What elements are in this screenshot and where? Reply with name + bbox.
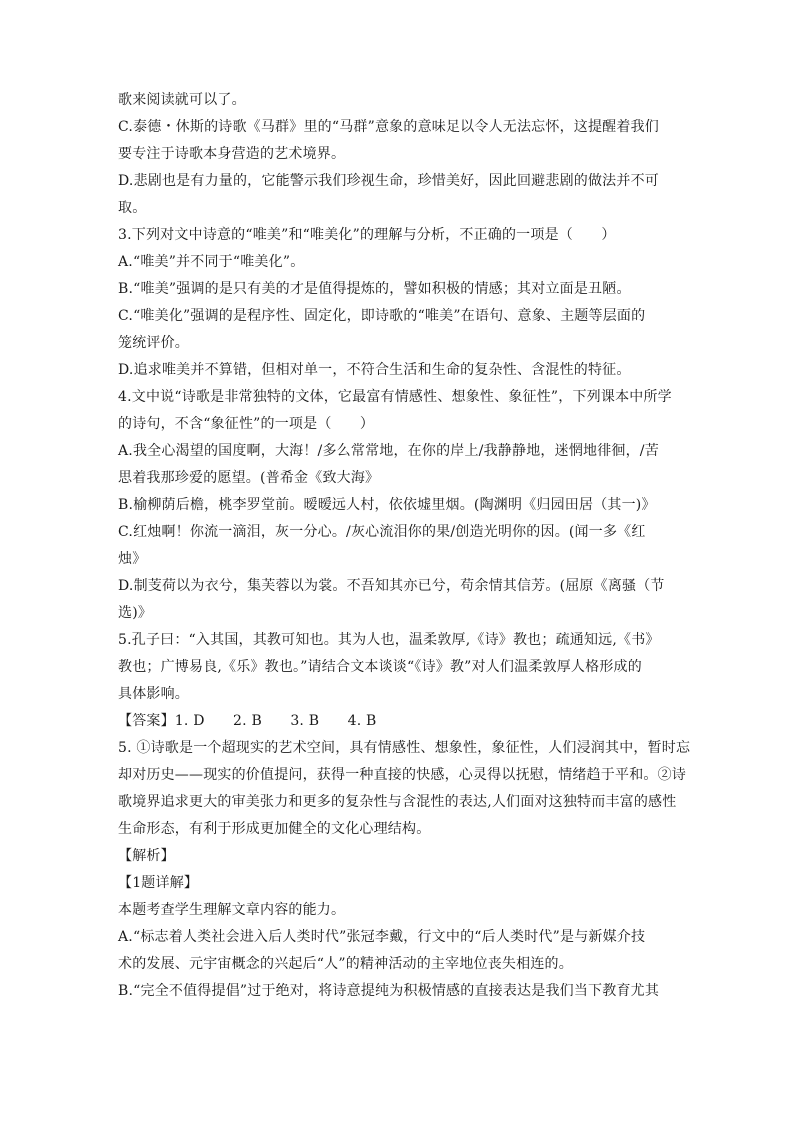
option-b: B.“唯美”强调的是只有美的才是值得提炼的，譬如积极的情感；其对立面是丑陋。 [118, 281, 631, 297]
document-page [118, 87, 691, 1005]
option-d: D.制芰荷以为衣兮，集芙蓉以为裳。不吾知其亦已兮，苟余情其信芳。(屈原《离骚（节 [118, 578, 665, 594]
answer-5: 5. ①诗歌是一个超现实的艺术空间，具有情感性、想象性，象征性，人们浸润其中，暂时忘 [118, 740, 691, 756]
option-c: C.红烛啊！你流一滴泪，灰一分心。/灰心流泪你的果/创造光明你的因。(闻一多《红 [118, 524, 646, 540]
question-1-detail-heading: 【1题详解】 [118, 875, 199, 891]
text-line: 要专注于诗歌本身营造的艺术境界。 [118, 146, 346, 162]
answer-key: 【答案】1. D 2. B 3. B 4. B [118, 713, 377, 729]
text-line: 的诗句，不含“象征性”的一项是（ ） [118, 416, 375, 432]
text-line: 歌境界追求更大的审美张力和更多的复杂性与含混性的表达,人们面对这独特而丰富的感性 [118, 794, 677, 810]
text-line: 术的发展、元宇宙概念的兴起后“人”的精神活动的主宰地位丧失相连的。 [118, 956, 573, 972]
text-line: 取。 [118, 200, 147, 216]
text-line: C.泰德・休斯的诗歌《马群》里的“马群”意象的意味足以令人无法忘怀，这提醒着我们 [118, 119, 659, 135]
option-d: D.追求唯美并不算错，但相对单一，不符合生活和生命的复杂性、含混性的特征。 [118, 362, 631, 378]
text-line: D.悲剧也是有力量的，它能警示我们珍视生命，珍惜美好，因此回避悲剧的做法并不可 [118, 173, 659, 189]
text-line: 生命形态，有利于形成更加健全的文化心理结构。 [118, 821, 431, 837]
text-line: 选)》 [118, 605, 153, 621]
option-a: A.我全心渴望的国度啊，大海！/多么常常地，在你的岸上/我静静地，迷惘地徘徊，/苦 [118, 443, 659, 459]
text-line: 思着我那珍爱的愿望。(普希金《致大海》 [118, 470, 380, 486]
text-line: 烛》 [118, 551, 147, 567]
question-3-stem: 3.下列对文中诗意的“唯美”和“唯美化”的理解与分析，不正确的一项是（ ） [118, 227, 616, 243]
option-b: B.榆柳荫后檐，桃李罗堂前。暧暧远人村，依依墟里烟。(陶渊明《归园田居（其一)》 [118, 497, 656, 513]
question-4-stem: 4.文中说“诗歌是非常独特的文体，它最富有情感性、想象性、象征性”，下列课本中所学 [118, 389, 672, 405]
text-line: 教也；广博易良,《乐》教也。”请结合文本谈谈“《诗》教”对人们温柔敦厚人格形成的 [118, 659, 642, 675]
question-5-stem: 5.孔子曰：“入其国，其教可知也。其为人也，温柔敦厚,《诗》教也；疏通知远,《书》 [118, 632, 660, 648]
option-c: C.“唯美化”强调的是程序性、固定化，即诗歌的“唯美”在语句、意象、主题等层面的 [118, 308, 646, 324]
analysis-heading: 【解析】 [118, 848, 175, 864]
text-line: 本题考查学生理解文章内容的能力。 [118, 902, 346, 918]
text-line: A.“标志着人类社会进入后人类时代”张冠李戴，行文中的“后人类时代”是与新媒介技 [118, 929, 646, 945]
text-line: 笼统评价。 [118, 335, 189, 351]
option-a: A.“唯美”并不同于“唯美化”。 [118, 254, 305, 270]
text-line: 歌来阅读就可以了。 [118, 92, 246, 108]
text-line: 具体影响。 [118, 686, 189, 702]
text-line: 却对历史——现实的价值提问，获得一种直接的快感，心灵得以抚慰，情绪趋于平和。②诗 [118, 767, 686, 783]
text-line: B.“完全不值得提倡”过于绝对，将诗意提纯为积极情感的直接表达是我们当下教育尤其 [118, 983, 660, 999]
